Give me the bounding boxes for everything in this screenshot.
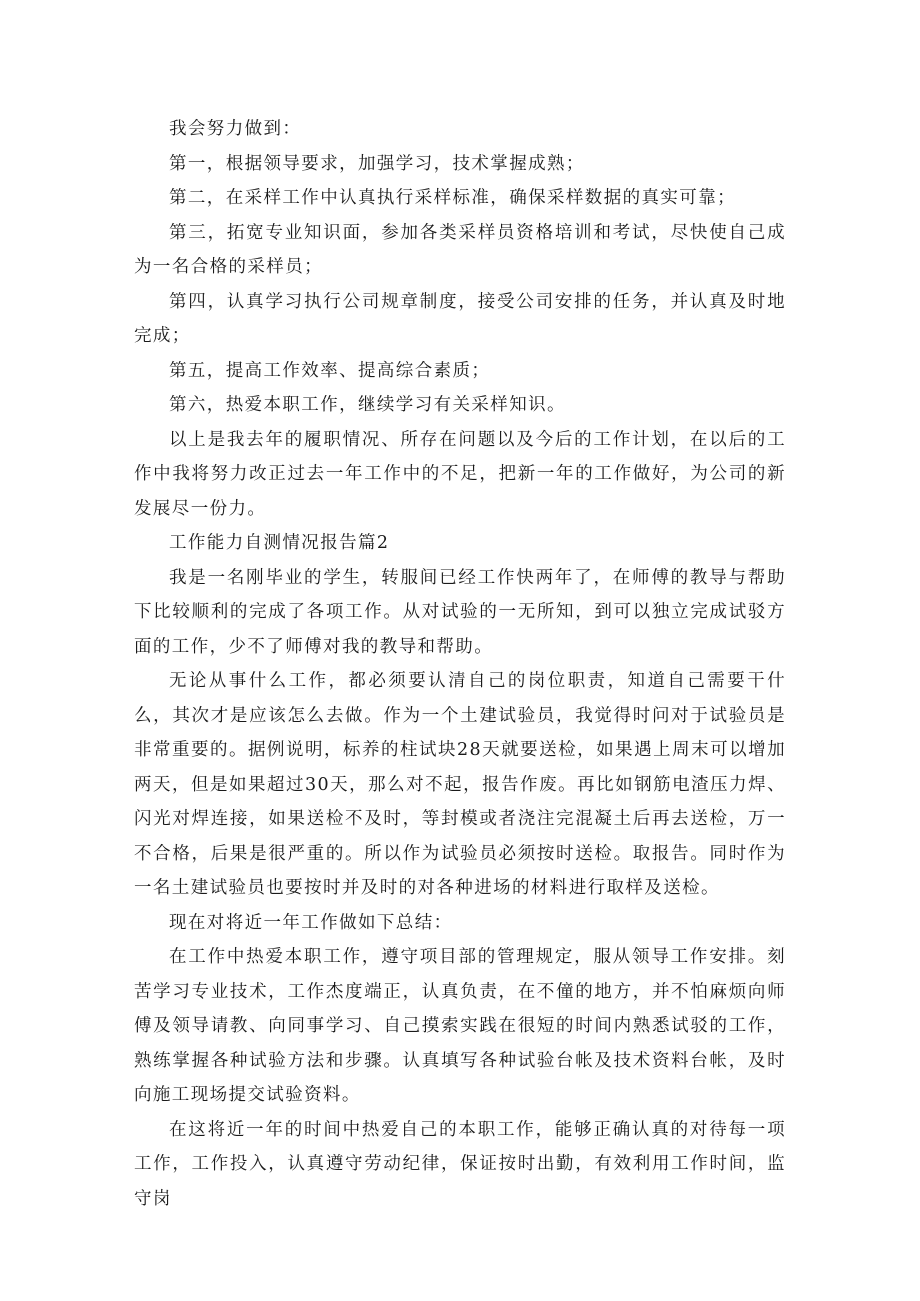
document-body [134,112,786,1216]
paragraph-body-5: 在这将近一年的时间中热爱自己的本职工作，能够正确认真的对待每一项工作，工作投入，认真遵守劳动纪律，保证按时出勤，有效利用工作时间，监守岗 [134,1119,786,1209]
paragraph-item-6: 第六，热爱本职工作，继续学习有关采样知识。 [169,395,566,415]
paragraph-body-4: 在工作中热爱本职工作，遵守项目部的管理规定，服从领导工作安排。刻苦学习专业技术，工作杰度端正，认真负责，在不僮的地方，并不怕麻烦向师傅及领导请教、向同事学习、自己摸索实践在很短的时间内熟悉试驳的工作，熟练掌握各种试验方法和步骤。认真填写各种试验台帐及技术资料台帐，及时向施工现场提交试验资料。 [134,947,786,1105]
section-heading: 工作能力自测情况报告篇2 [169,533,390,553]
paragraph-item-2: 第二，在采样工作中认真执行采样标准，确保采样数据的真实可靠； [169,188,736,208]
paragraph-intro: 我会努力做到： [169,119,302,139]
paragraph-summary: 以上是我去年的履职情况、所存在问题以及今后的工作计划，在以后的工作中我将努力改正过去一年工作中的不足，把新一年的工作做好，为公司的新发展尽一份力。 [134,429,786,519]
paragraph-body-3: 现在对将近一年工作做如下总结： [169,912,453,933]
paragraph-item-4: 第四，认真学习执行公司规章制度，接受公司安排的任务，并认真及时地完成； [134,291,786,346]
paragraph-body-2: 无论从事什么工作，都必须要认清自己的岗位职责，知道自己需要干什么，其次才是应该怎么去做。作为一个土建试验员，我觉得时问对于试验员是非常重要的。据例说明，标养的柱试块28天就要送检，如果遇上周末可以增加两天，但是如果超过30天，那么对不起，报告作废。再比如钢筋电渣压力焊、闪光对焊连接，如果送检不及时，等封模或者浇注完混凝土后再去送检，万一不合格，后果是很严重的。所以作为试验员必须按时送检。取报告。同时作为一名土建试验员也要按时并及时的对各种进场的材料进行取样及送检。 [134,671,786,898]
paragraph-item-3: 第三，拓宽专业知识面，参加各类采样员资格培训和考试，尽快使自己成为一名合格的采样员； [134,222,786,277]
paragraph-body-1: 我是一名刚毕业的学生，转服间已经工作快两年了，在师傅的教导与帮助下比较顺利的完成了各项工作。从对试验的一无所知，到可以独立完成试驳方面的工作，少不了师傅对我的教导和帮助。 [134,567,786,657]
paragraph-item-5: 第五，提高工作效率、提高综合素质； [169,360,491,381]
paragraph-item-1: 第一，根据领导要求，加强学习，技术掌握成熟； [169,153,585,174]
